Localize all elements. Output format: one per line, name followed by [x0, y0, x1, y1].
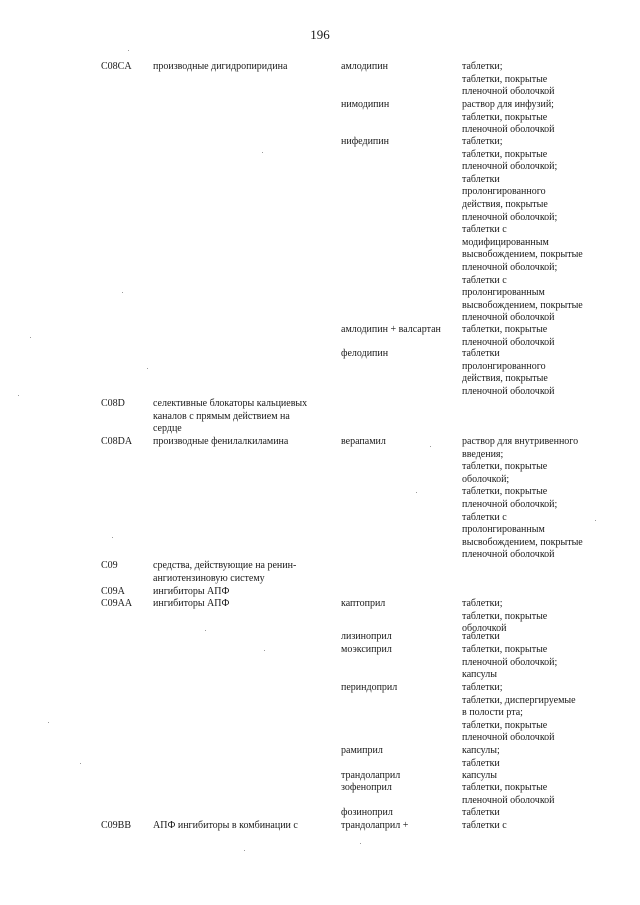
drug-name: верапамил — [341, 436, 386, 447]
scan-speck — [80, 763, 81, 764]
dosage-form-line: пленочной оболочкой; — [462, 161, 558, 173]
scan-speck — [18, 395, 19, 396]
dosage-form-line: пленочной оболочкой; — [462, 211, 558, 223]
drug-name: амлодипин + валсартан — [341, 324, 441, 335]
drug-name: каптоприл — [341, 598, 386, 609]
dosage-form-line: таблетки, покрытые — [462, 324, 548, 335]
atc-code: C08DA — [101, 436, 133, 447]
drug-name: амлодипин — [341, 61, 388, 72]
dosage-form-line: в полости рта; — [462, 707, 523, 719]
dosage-form-line: таблетки — [462, 173, 500, 185]
dosage-form-line: пленочной оболочкой — [462, 312, 555, 324]
dosage-form-line: таблетки с — [462, 224, 507, 236]
dosage-form-line: таблетки, покрытые — [462, 461, 548, 473]
dosage-form-line: пролонгированным — [462, 524, 545, 536]
scan-speck — [262, 152, 263, 153]
dosage-form-line: таблетки, диспергируемые — [462, 694, 576, 706]
scan-speck — [48, 722, 49, 723]
dosage-form-line: пролонгированного — [462, 186, 546, 198]
scan-speck — [30, 337, 31, 338]
group-name-line: средства, действующие на ренин- — [153, 560, 297, 571]
group-name-line: каналов с прямым действием на — [153, 410, 290, 422]
dosage-form-line: таблетки, покрытые — [462, 782, 548, 793]
dosage-form-line: таблетки, покрытые — [462, 644, 548, 655]
dosage-form-line: высвобождением, покрытые — [462, 536, 583, 548]
drug-name: трандолаприл + — [341, 820, 409, 831]
group-name-line: производные фенилалкиламина — [153, 436, 289, 447]
atc-code: C08D — [101, 398, 125, 409]
dosage-form-line: таблетки; — [462, 598, 503, 609]
dosage-form-line: раствор для инфузий; — [462, 99, 554, 110]
dosage-form-line: таблетки, покрытые — [462, 486, 548, 498]
scan-speck — [122, 292, 123, 293]
drug-name: фозиноприл — [341, 807, 393, 818]
atc-code: C09BB — [101, 820, 132, 831]
dosage-form-line: таблетки, покрытые — [462, 73, 548, 85]
drug-name: периндоприл — [341, 682, 398, 693]
group-name-line: производные дигидропиридина — [153, 61, 288, 72]
dosage-form-line: таблетки с — [462, 511, 507, 523]
scan-speck — [112, 537, 113, 538]
dosage-form-line: пленочной оболочкой — [462, 86, 555, 98]
page-number: 196 — [310, 27, 330, 42]
dosage-form-line: введения; — [462, 448, 504, 460]
scan-speck — [264, 650, 265, 651]
dosage-form-line: капсулы — [462, 669, 497, 681]
dosage-form-line: капсулы — [462, 770, 497, 781]
dosage-form-line: таблетки, покрытые — [462, 610, 548, 622]
dosage-form-line: таблетки — [462, 631, 500, 642]
dosage-form-line: таблетки — [462, 348, 500, 359]
dosage-form-line: таблетки, покрытые — [462, 111, 548, 123]
dosage-form-line: пленочной оболочкой; — [462, 656, 558, 668]
dosage-form-line: действия, покрытые — [462, 373, 548, 385]
scan-speck — [128, 50, 129, 51]
dosage-form-line: таблетки; — [462, 136, 503, 147]
group-name-line: ангиотензиновую систему — [153, 572, 265, 584]
atc-code: C08CA — [101, 61, 132, 72]
dosage-form-line: пленочной оболочкой — [462, 794, 555, 806]
scan-speck — [205, 630, 206, 631]
dosage-form-line: оболочкой; — [462, 473, 510, 485]
dosage-form-line: высвобождением, покрытые — [462, 299, 583, 311]
drug-name: моэксиприл — [341, 644, 392, 655]
group-name-line: ингибиторы АПФ — [153, 598, 230, 609]
dosage-form-line: пленочной оболочкой — [462, 385, 555, 397]
dosage-form-line: оболочкой — [462, 623, 507, 635]
dosage-form-line: капсулы; — [462, 745, 500, 756]
dosage-form-line: таблетки, покрытые — [462, 148, 548, 160]
scan-speck — [416, 492, 417, 493]
atc-code: C09A — [101, 586, 125, 597]
drug-name: нимодипин — [341, 99, 390, 110]
dosage-form-line: пролонгированным — [462, 287, 545, 299]
scan-speck — [244, 850, 245, 851]
dosage-form-line: действия, покрытые — [462, 199, 548, 210]
dosage-form-line: таблетки, покрытые — [462, 719, 548, 731]
dosage-form-line: таблетки — [462, 807, 500, 818]
group-name-line: АПФ ингибиторы в комбинации с — [153, 820, 298, 831]
drug-name: рамиприл — [341, 745, 383, 756]
dosage-form-line: пленочной оболочкой; — [462, 499, 558, 510]
dosage-form-line: пленочной оболочкой — [462, 336, 555, 348]
atc-code: C09AA — [101, 598, 133, 609]
dosage-form-line: пленочной оболочкой; — [462, 262, 558, 273]
group-name-line: селективные блокаторы кальциевых — [153, 398, 308, 409]
drug-name: зофеноприл — [341, 782, 392, 793]
dosage-form-line: модифицированным — [462, 236, 549, 248]
drug-name: трандолаприл — [341, 770, 401, 781]
dosage-form-line: таблетки с — [462, 274, 507, 286]
scan-speck — [147, 368, 148, 369]
dosage-form-line: высвобождением, покрытые — [462, 249, 583, 261]
dosage-form-line: таблетки; — [462, 682, 503, 693]
dosage-form-line: пленочной оболочкой — [462, 549, 555, 561]
scan-speck — [430, 446, 431, 447]
dosage-form-line: таблетки — [462, 757, 500, 769]
drug-name: фелодипин — [341, 348, 389, 359]
dosage-form-line: раствор для внутривенного — [462, 436, 579, 447]
group-name-line: ингибиторы АПФ — [153, 586, 230, 597]
dosage-form-line: пленочной оболочкой — [462, 732, 555, 744]
dosage-form-line: пленочной оболочкой — [462, 124, 555, 136]
drug-name: лизиноприл — [341, 631, 392, 642]
group-name-line: сердце — [153, 423, 182, 435]
dosage-form-line: пролонгированного — [462, 360, 546, 372]
atc-code: C09 — [101, 560, 118, 571]
dosage-form-line: таблетки; — [462, 61, 503, 72]
dosage-form-line: таблетки с — [462, 820, 507, 831]
scan-speck — [595, 520, 596, 521]
drug-name: нифедипин — [341, 136, 389, 147]
scan-speck — [360, 843, 361, 844]
